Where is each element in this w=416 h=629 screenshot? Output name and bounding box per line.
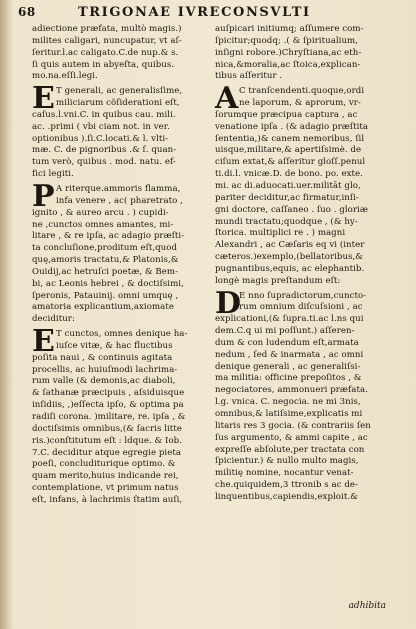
text-line: ne laporum, & aprorum, vr- bbox=[239, 98, 361, 109]
text-line: ſorumque præcipua captura , ac bbox=[215, 109, 358, 120]
text-line: inſigni robore.)Chryſtiana,ac eth- bbox=[215, 47, 362, 58]
text-line: ma militia: officine prepoſitos , & bbox=[215, 373, 362, 384]
text-line: ſententia,)& canem nemoribus, ſil bbox=[215, 133, 365, 144]
text-line: deciditur: bbox=[32, 314, 75, 325]
text-line: poeſi, concluditurique optimo. & bbox=[32, 459, 176, 470]
text-line: linquentibus,capiendis,exploit.& bbox=[215, 491, 358, 502]
text-line: bi, ac Leonis hebrei , & doctiſsimi, bbox=[32, 278, 184, 289]
text-line: omnibus,& latiſsime,explicatis mi bbox=[215, 409, 363, 419]
text-line: doctiſsimis omnibus,(& ſacris litte bbox=[32, 423, 182, 434]
text-line: mi. ac di.aduocati.uer.militāt glo, bbox=[215, 180, 361, 191]
text-line: eſt, infans, à lachrimis ſtatim auſi, bbox=[32, 494, 183, 505]
text-line: infa venere , ac( pharetrato , bbox=[56, 195, 183, 206]
gutter-shadow bbox=[0, 0, 14, 629]
text-line: tibus aſſeritur . bbox=[215, 71, 283, 82]
text-line: inſidiis, ,)eſſecta ipſo, & optima pa bbox=[32, 400, 184, 411]
text-line: tum verò, quibus . mod. natu. ef- bbox=[32, 157, 176, 168]
text-line: mundi tractatu;quodque , (& hy- bbox=[215, 216, 358, 227]
text-line: ciſum extat,& aſſeritur gloſſ.penul bbox=[215, 157, 366, 168]
text-line: ris.)conſtitutum eſt : ldque. & Iob. bbox=[32, 435, 183, 446]
left-paragraph-4 bbox=[32, 324, 200, 507]
text-line: C tranſcendenti.quoque,ordi bbox=[239, 86, 365, 97]
text-line: ta concluſione,proditum eſt,quod bbox=[32, 243, 178, 254]
text-line: contemplatione, vt primum natus bbox=[32, 483, 179, 494]
text-line: pugnantibus,equis, ac elephantib. bbox=[215, 263, 365, 274]
left-paragraph-3 bbox=[32, 178, 200, 326]
text-line: mæ. C. de pignoribus .& ſ. quan- bbox=[32, 145, 177, 156]
text-line: ſpicitur;quodq; .( & ſpiritualium, bbox=[215, 35, 359, 46]
text-line: dum & con ludendum eſt,armata bbox=[215, 337, 359, 348]
text-line: gni doctore, caſſaneo . ſuo . gloriæ bbox=[215, 204, 368, 215]
text-line: venatione ipſa . (& adagio præſtita bbox=[215, 121, 369, 132]
text-line: quam merito,huius indicande rei, bbox=[32, 471, 179, 482]
text-line: nedum , ſed & inarmata , ac omni bbox=[215, 349, 364, 360]
text-line: litaris res 3 gocia. (& contrariis ſen bbox=[215, 420, 371, 431]
text-line: 7.C. deciditur atque egregie pieta bbox=[32, 447, 182, 458]
text-line: ſus argumento, & ammi capite , ac bbox=[215, 432, 368, 443]
text-line: expreſſe abſolute,per tractata con bbox=[215, 444, 365, 455]
text-line: poſita naui , & continuis agitata bbox=[32, 352, 173, 363]
text-line: caſus.l.vni.C. in quibus cau. mili. bbox=[32, 109, 176, 120]
text-line: ne ,cunctos omnes amantes, mi- bbox=[32, 219, 174, 230]
text-line: denique generali , ac generaliſsi- bbox=[215, 361, 361, 372]
text-line: dem.C.q ui mi poſſunt.) aſſeren- bbox=[215, 326, 355, 337]
text-line: A riterque.ammoris flamma, bbox=[56, 183, 181, 194]
text-line: miliciarum cõſiderationi eſt, bbox=[56, 98, 180, 109]
page-number: 68 bbox=[18, 5, 36, 19]
text-line: ignito , & aureo arcu . ) cupidi- bbox=[32, 207, 169, 218]
text-line: ti.di.l. vnicæ.D. de bono. po. exte. bbox=[215, 169, 363, 180]
text-line: l.g. vnica. C. negocia. ne mi 3nis, bbox=[215, 397, 361, 408]
left-paragraph-2 bbox=[32, 81, 200, 181]
text-line: ſi quis autem in abyeſta, quibus. bbox=[32, 59, 175, 70]
text-line: ſeritur.l.ac caligato.C.de nup.& s. bbox=[32, 47, 179, 58]
drop-cap: A bbox=[215, 81, 239, 117]
text-line: amatoria explicantium,axiomate bbox=[32, 302, 174, 313]
text-line: adiectione præfata, multò magis.) bbox=[32, 24, 182, 34]
text-line: rum valle (& demonis,ac diaboli, bbox=[32, 376, 176, 387]
drop-cap: E bbox=[32, 81, 55, 117]
text-line: explicationi,(& ſupra.ti.ac l.ns qui bbox=[215, 314, 364, 325]
right-paragraph-1 bbox=[215, 24, 387, 83]
text-line: ſperonis, Patauinij. omni umquę , bbox=[32, 290, 179, 301]
text-line: nica,&moralia,ac ſtoica,explican- bbox=[215, 59, 361, 70]
text-line: T generali, ac generalisſime, bbox=[56, 86, 183, 97]
left-column bbox=[32, 24, 200, 507]
text-line: fici legiti. bbox=[32, 169, 74, 180]
catchword: adhibita bbox=[348, 601, 386, 611]
text-line: & ſathanæ præcipuis , aſsiduisque bbox=[32, 388, 185, 399]
left-paragraph-1 bbox=[32, 24, 200, 83]
text-line: procellis, ac huiuſmodi lachrima- bbox=[32, 364, 178, 375]
text-line: radiſi corona. )militare, re. ipſa , & bbox=[32, 412, 186, 422]
drop-cap: D bbox=[215, 285, 242, 321]
text-line: militię nomine, nocantur venat- bbox=[215, 468, 354, 479]
text-line: che.quiquidem,3 ttronib s ac de- bbox=[215, 480, 359, 491]
text-line: T cunctos, omnes denique ha- bbox=[56, 329, 188, 340]
drop-cap: P bbox=[32, 178, 55, 214]
text-line: E nno ſupradictorum,cuncto- bbox=[239, 290, 367, 301]
running-title: TRIGONAE IVRECONSVLTI bbox=[78, 5, 311, 20]
text-line: ac. .primi ( vbi ciam not. in ver. bbox=[32, 121, 170, 132]
text-line: Alexandri , ac Cæſaris eq vi (inter bbox=[215, 240, 365, 251]
right-paragraph-2 bbox=[215, 81, 387, 287]
text-line: litare , & re ipſa, ac adagio præſti- bbox=[32, 231, 185, 242]
text-line: ſtorica. multiplici re . ) magni bbox=[215, 228, 346, 239]
text-line: longè magis preſtandum eſt: bbox=[215, 275, 341, 286]
text-line: quę,amoris tractatu,& Platonis,& bbox=[32, 255, 179, 266]
right-paragraph-3 bbox=[215, 285, 387, 504]
text-line: iuſce vitæ, & hac fluctibus bbox=[56, 340, 173, 351]
text-line: uisque,militare,& apertiſsimè. de bbox=[215, 145, 362, 156]
text-line: Ouidij,ac hetruſci poetæ, & Bem- bbox=[32, 266, 179, 277]
drop-cap: E bbox=[32, 324, 55, 360]
text-line: milites caligari, nuncupatur, vt aſ- bbox=[32, 35, 182, 46]
text-line: optionibus ).ſi.C.locati.& l. vlti- bbox=[32, 133, 169, 144]
text-line: ſpicientur.) & nullo multo magis, bbox=[215, 456, 359, 467]
page-header bbox=[18, 5, 398, 23]
text-line: pariter deciditur,ac firmatur,inſi- bbox=[215, 192, 359, 203]
text-line: auſpicari initiumq; aſſumere com- bbox=[215, 24, 364, 34]
right-column bbox=[215, 24, 387, 504]
text-line: rum omnium diſcuſsioni , ac bbox=[239, 302, 363, 313]
text-line: mo.na.eſſi.legi. bbox=[32, 71, 98, 82]
text-line: cæteros.)exemplo,(bellatoribus,& bbox=[215, 252, 363, 263]
text-line: negociatores, ammonueri præfata. bbox=[215, 385, 368, 396]
